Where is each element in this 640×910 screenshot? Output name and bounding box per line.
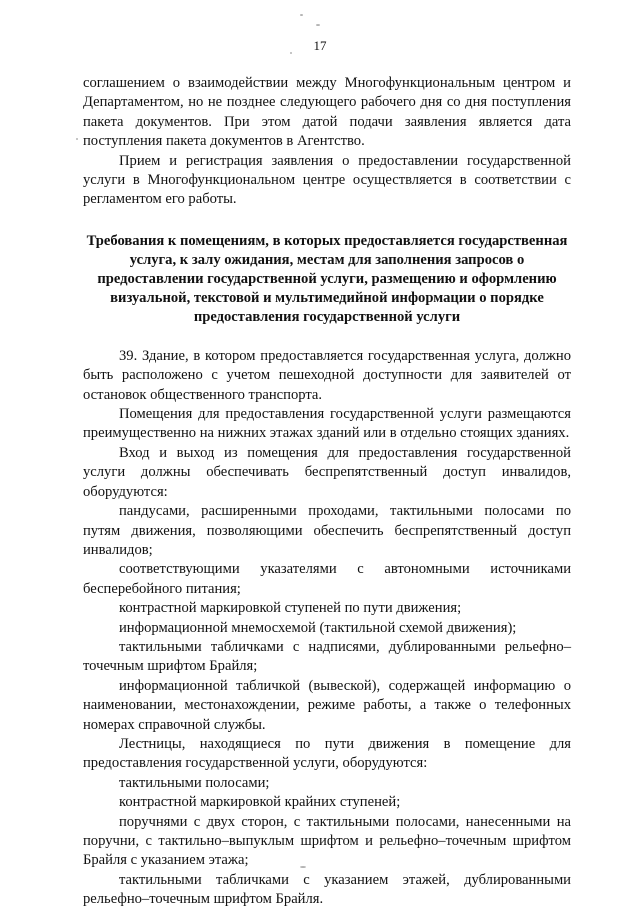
paragraph: соглашением о взаимодействии между Многофункциональным центром и Департаментом, но не позднее следующего рабочего дня со дня поступления пакета документов. При этом датой подачи заявления является дата поступления пакета документов в Агентство. — [83, 75, 571, 150]
scan-speck — [290, 52, 292, 54]
paragraph: Лестницы, находящиеся по пути движения в помещение для предоставления государственной услуги, оборудуются: — [83, 735, 571, 772]
scan-speck — [300, 866, 306, 868]
list-item: тактильными полосами; — [119, 774, 270, 791]
page-number: 17 — [313, 38, 327, 53]
scan-speck — [76, 138, 78, 140]
document-body — [83, 74, 571, 910]
list-item: информационной мнемосхемой (тактильной схемой движения); — [119, 619, 517, 636]
scan-speck — [316, 24, 320, 26]
list-item: пандусами, расширенными проходами, тактильными полосами по путям движения, позволяющими обеспечить беспрепятственный доступ инвалидов; — [83, 503, 571, 558]
list-item: контрастной маркировкой крайних ступеней; — [119, 794, 401, 811]
paragraph: 39. Здание, в котором предоставляется государственная услуга, должно быть расположено с учетом пешеходной доступности для заявителей от остановок общественного транспорта. — [83, 347, 571, 403]
list-item: тактильными табличками с указанием этажей, дублированными рельефно–точечным шрифтом Брайля. — [83, 871, 571, 908]
list-item: информационной табличкой (вывеской), содержащей информацию о наименовании, местонахождении, режиме работы, а также о телефонных номерах справочной службы. — [83, 677, 571, 733]
list-item: тактильными табличками с надписями, дублированными рельефно–точечным шрифтом Брайля; — [83, 638, 571, 675]
list-item: контрастной маркировкой ступеней по пути движения; — [119, 600, 462, 617]
paragraph: Вход и выход из помещения для предоставления государственной услуги должны обеспечивать беспрепятственный доступ инвалидов, оборудуются: — [83, 444, 571, 500]
list-item: поручнями с двух сторон, с тактильными полосами, нанесенными на поручни, с тактильно–выпуклым шрифтом и рельефно–точечным шрифтом Брайля с указанием этажа; — [83, 813, 571, 869]
list-item: соответствующими указателями с автономными источниками бесперебойного питания; — [83, 561, 571, 597]
paragraph: Прием и регистрация заявления о предоставлении государственной услуги в Многофункциональном центре осуществляется в соответствии с регламентом его работы. — [83, 152, 571, 208]
section-heading: Требования к помещениям, в которых предоставляется государственная услуга, к залу ожидания, местам для заполнения запросов о предоставлении государственной услуги, размещению и оформлению визуальной, текстовой и мультимедийной информации о порядке предоставления государственной услуги — [86, 232, 568, 325]
paragraph: Помещения для предоставления государственной услуги размещаются преимущественно на нижних этажах зданий или в отдельно стоящих зданиях. — [83, 406, 571, 442]
scan-speck — [300, 14, 303, 16]
